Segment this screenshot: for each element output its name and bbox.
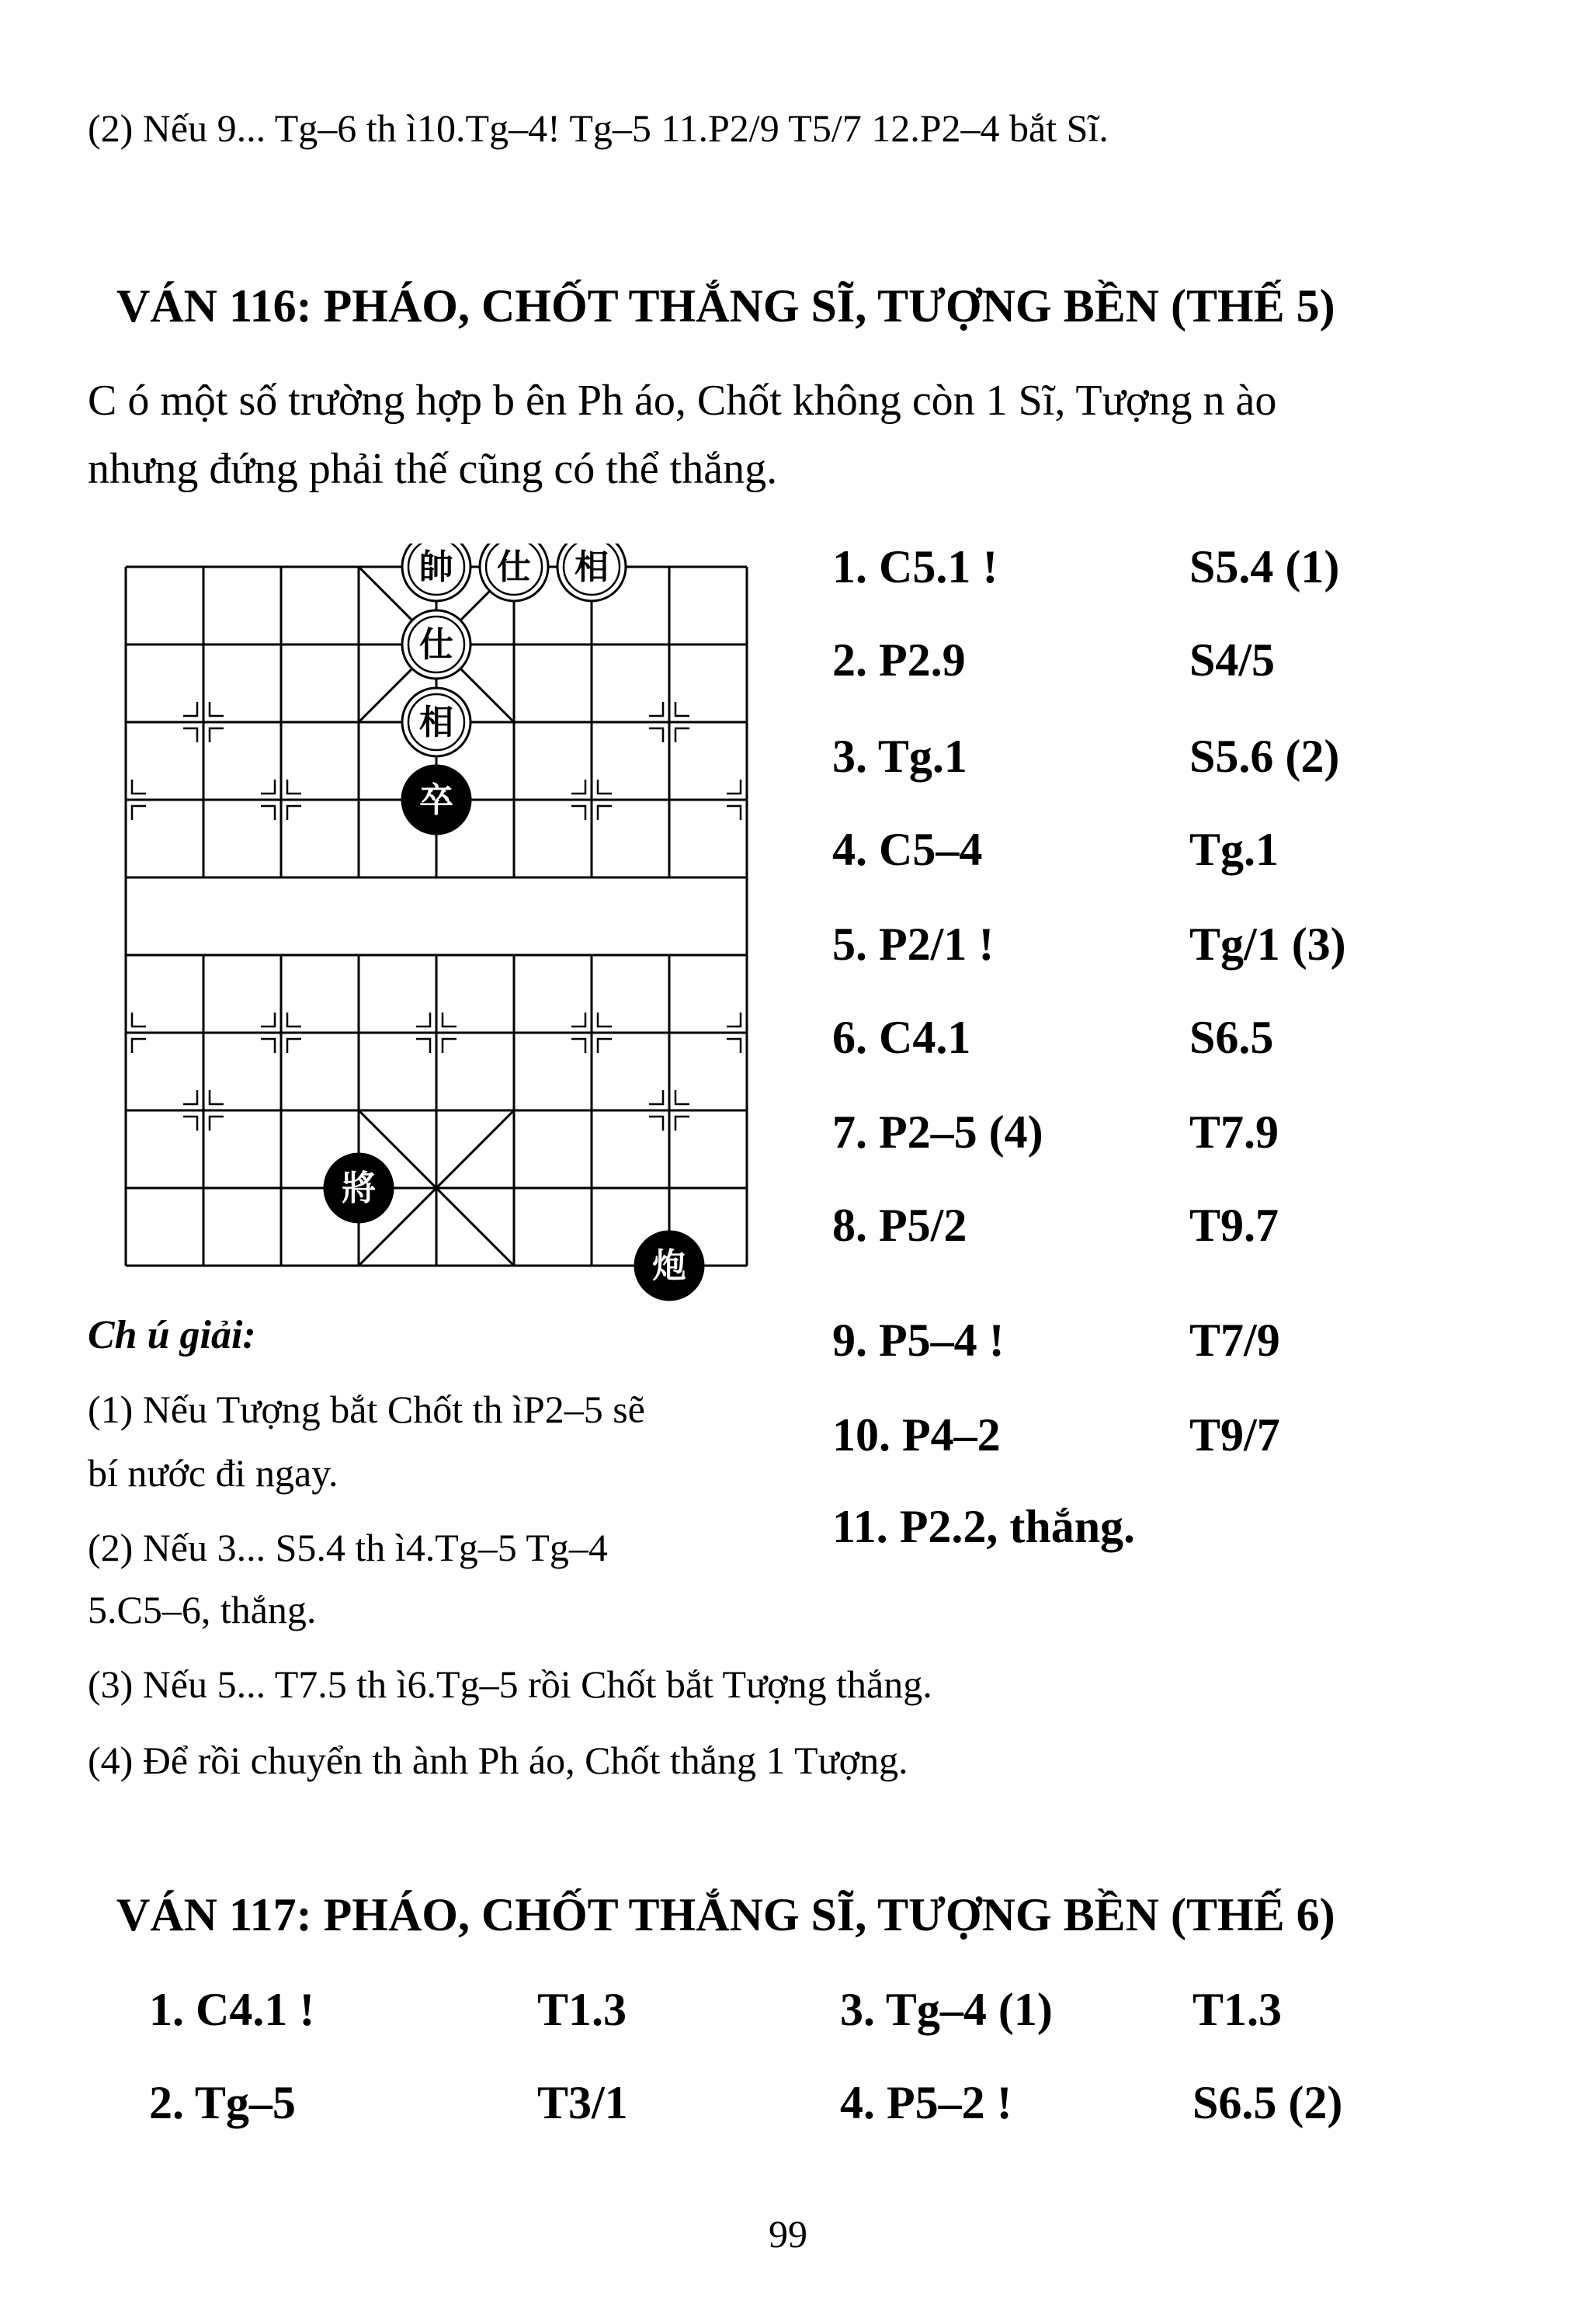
piece-red-3 [557,544,626,601]
note-1-line-2: bí nước đi ngay. [88,1451,338,1495]
position-mark [598,780,612,794]
position-mark [183,1090,197,1104]
position-mark [649,1117,663,1131]
move-10-black: T9/7 [1189,1409,1280,1461]
position-mark [443,1013,457,1027]
position-mark [727,806,741,820]
position-mark [571,1013,585,1027]
move-5-white: 5. P2/1 ! [832,919,995,970]
game-116-title: VÁN 116: PHÁO, CHỐT THẮNG SĨ, TƯỢNG BỀN (THẾ 5) [116,280,1335,332]
g117-row1-black-a: T1.3 [537,1984,627,2035]
piece-glyph: 卒 [419,780,453,820]
piece-red-2 [480,544,548,601]
piece-glyph: 仕 [419,625,453,665]
position-mark [261,780,275,794]
g117-row2-black-a: T3/1 [537,2077,628,2128]
move-11-white: 11. P2.2, thắng. [832,1501,1136,1552]
piece-glyph: 炮 [652,1246,686,1286]
position-mark [261,806,275,820]
piece-red-4 [402,610,470,679]
move-9-white: 9. P5–4 ! [832,1315,1005,1366]
move-1-white: 1. C5.1 ! [832,541,998,592]
note-3: (3) Nếu 5... T7.5 th ì6.Tg–5 rồi Chốt bắt Tượng thắng. [88,1662,932,1706]
position-mark [210,728,224,742]
position-mark [598,1013,612,1027]
position-mark [132,806,146,820]
move-6-black: S6.5 [1189,1012,1274,1063]
intro-line-2: nhưng đứng phải thế cũng có thể thắng. [88,445,778,493]
position-mark [287,780,301,794]
position-mark [571,806,585,820]
move-4-black: Tg.1 [1189,824,1279,875]
piece-glyph: 相 [575,547,609,587]
position-mark [287,806,301,820]
position-mark [132,1013,146,1027]
position-mark [287,1013,301,1027]
position-mark [287,1039,301,1053]
move-6-white: 6. C4.1 [832,1012,971,1063]
position-mark [416,1013,430,1027]
move-10-white: 10. P4–2 [832,1409,1001,1461]
position-mark [261,1039,275,1053]
move-7-white: 7. P2–5 (4) [832,1106,1043,1158]
position-mark [727,780,741,794]
piece-glyph: 將 [342,1169,376,1208]
move-9-black: T7/9 [1189,1315,1280,1366]
position-mark [261,1013,275,1027]
move-2-black: S4/5 [1189,634,1276,686]
position-mark [675,1090,689,1104]
position-mark [598,1039,612,1053]
position-mark [598,806,612,820]
piece-red-5 [402,688,470,756]
position-mark [210,1117,224,1131]
piece-glyph: 仕 [497,547,531,587]
position-mark [132,780,146,794]
move-4-white: 4. C5–4 [832,824,983,875]
piece-black-7 [325,1154,393,1222]
move-7-black: T7.9 [1189,1106,1279,1158]
position-mark [571,1039,585,1053]
position-mark [649,702,663,716]
move-3-white: 3. Tg.1 [832,731,967,782]
xiangqi-board-diagram [118,544,762,1320]
piece-red-1 [402,544,470,601]
g117-row2-white-b: 4. P5–2 ! [840,2077,1012,2128]
position-mark [675,1117,689,1131]
position-mark [416,1039,430,1053]
g117-row1-black-b: T1.3 [1192,1984,1283,2035]
move-3-black: S5.6 (2) [1189,731,1340,782]
move-5-black: Tg/1 (3) [1189,919,1346,970]
position-mark [183,702,197,716]
move-1-black: S5.4 (1) [1189,541,1340,592]
note-2-line-1: (2) Nếu 3... S5.4 th ì4.Tg–5 Tg–4 [88,1526,608,1569]
piece-glyph: 相 [419,703,453,742]
piece-glyph: 帥 [419,547,453,587]
position-mark [649,728,663,742]
note-4: (4) Để rồi chuyển th ành Ph áo, Chốt thắng 1 Tượng. [88,1739,908,1782]
move-8-black: T9.7 [1189,1200,1279,1251]
position-mark [210,702,224,716]
position-mark [727,1039,741,1053]
page-number: 99 [769,2212,807,2256]
g117-row2-black-b: S6.5 (2) [1192,2077,1343,2128]
piece-black-6 [402,766,470,834]
position-mark [727,1013,741,1027]
continuation-note: (2) Nếu 9... Tg–6 th ì10.Tg–4! Tg–5 11.P2/9 T5/7 12.P2–4 bắt Sĩ. [88,106,1109,150]
note-2-line-2: 5.C5–6, thắng. [88,1588,317,1631]
note-1-line-1: (1) Nếu Tượng bắt Chốt th ìP2–5 sẽ [88,1388,645,1431]
position-mark [132,1039,146,1053]
position-mark [571,780,585,794]
position-mark [183,728,197,742]
position-mark [649,1090,663,1104]
g117-row1-white-a: 1. C4.1 ! [149,1984,315,2035]
position-mark [443,1039,457,1053]
move-8-white: 8. P5/2 [832,1200,967,1251]
g117-row1-white-b: 3. Tg–4 (1) [840,1984,1053,2035]
intro-line-1: C ó một số trường hợp b ên Ph áo, Chốt không còn 1 Sĩ, Tượng n ào [88,377,1277,425]
position-mark [183,1117,197,1131]
position-mark [675,702,689,716]
move-2-white: 2. P2.9 [832,634,966,686]
notes-heading: Ch ú giải: [88,1313,256,1357]
position-mark [675,728,689,742]
g117-row2-white-a: 2. Tg–5 [149,2077,296,2128]
position-mark [210,1090,224,1104]
piece-black-8 [635,1231,703,1300]
game-117-title: VÁN 117: PHÁO, CHỐT THẮNG SĨ, TƯỢNG BỀN (THẾ 6) [116,1889,1335,1940]
